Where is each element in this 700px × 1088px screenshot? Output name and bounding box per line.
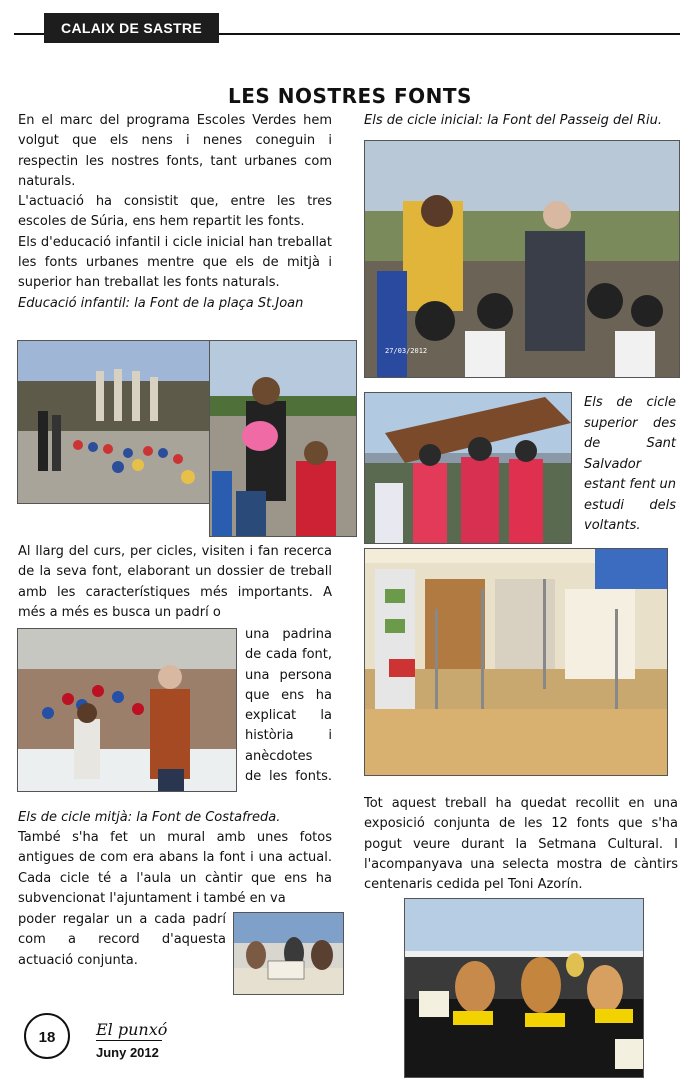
intro-block [18,111,332,314]
issue-date: Juny 2012 [96,1045,159,1060]
subhead-infantil: Educació infantil: la Font de la plaça St.Joan [18,295,304,311]
caption-superior-block [584,380,676,550]
padri-wrap-paragraph: una padrina de cada font, una persona que ens ha explicat la història i anècdotes de les fonts. [245,627,332,785]
photo-teacher-with-pink-bucket [209,340,357,537]
magazine-name: El punxó [96,1020,168,1039]
magazine-rule [96,1040,162,1041]
photo-plaça-sant-joan-group [17,340,211,504]
intro-paragraph-3: Els d'educació infantil i cicle inicial han treballat les fonts urbanes mentre que els de mitjà i superior han treballat les fonts naturals. [18,234,332,291]
mitja-block [18,808,332,909]
photo-padri-with-children [17,628,237,792]
photo-cantirs-shelf [233,912,344,995]
photo-cantirs-centenaris [404,898,644,1078]
cycles-paragraph: Al llarg del curs, per cicles, visiten i fan recerca de la seva font, elaborant un dossier de treball amb les característiques més importants. A més a més es busca un padrí o [18,544,332,620]
cycles-block [18,542,332,623]
photo-sant-salvador-binoculars [364,392,572,544]
mural-wrap-paragraph: poder regalar un a cada padrí com a record d'aquesta actuació conjunta. [18,912,226,968]
intro-paragraph-1: En el marc del programa Escoles Verdes hem volgut que els nens i nenes coneguin i respectin les nostres fonts, tant urbanes com naturals. [18,113,332,189]
padri-wrap-block [245,625,332,787]
mural-paragraph: També s'ha fet un mural amb unes fotos antigues de com era abans la font i una actual. Cada cicle té a l'aula un càntir que ens ha subvencionat l'ajuntament i també en va [18,830,332,906]
photo-passeig-del-riu [364,140,680,378]
intro-paragraph-2: L'actuació ha consistit que, entre les tres escoles de Súria, ens hem repartit les fonts. [18,194,332,230]
subhead-inicial-block [364,111,682,131]
photo-exhibition-room [364,548,668,776]
page-number: 18 [24,1013,70,1059]
closing-block [364,794,678,895]
closing-paragraph: Tot aquest treball ha quedat recollit en una exposició conjunta de les 12 fonts que s'ha pogut veure durant la Setmana Cultural. I l'acompanyava una selecta mostra de càntirs centenaris cedida pel Toni Azorín. [364,796,678,893]
photo-date-stamp: 27/03/2012 [385,347,428,355]
subhead-inicial: Els de cicle inicial: la Font del Passeig del Riu. [364,113,663,128]
caption-superior: Els de cicle superior des de Sant Salvador estant fent un estudi dels voltants. [584,395,676,533]
subhead-mitja: Els de cicle mitjà: la Font de Costafreda. [18,810,281,825]
section-header: CALAIX DE SASTRE [44,13,219,43]
article-title: LES NOSTRES FONTS [228,84,472,108]
mural-wrap-block [18,910,226,971]
